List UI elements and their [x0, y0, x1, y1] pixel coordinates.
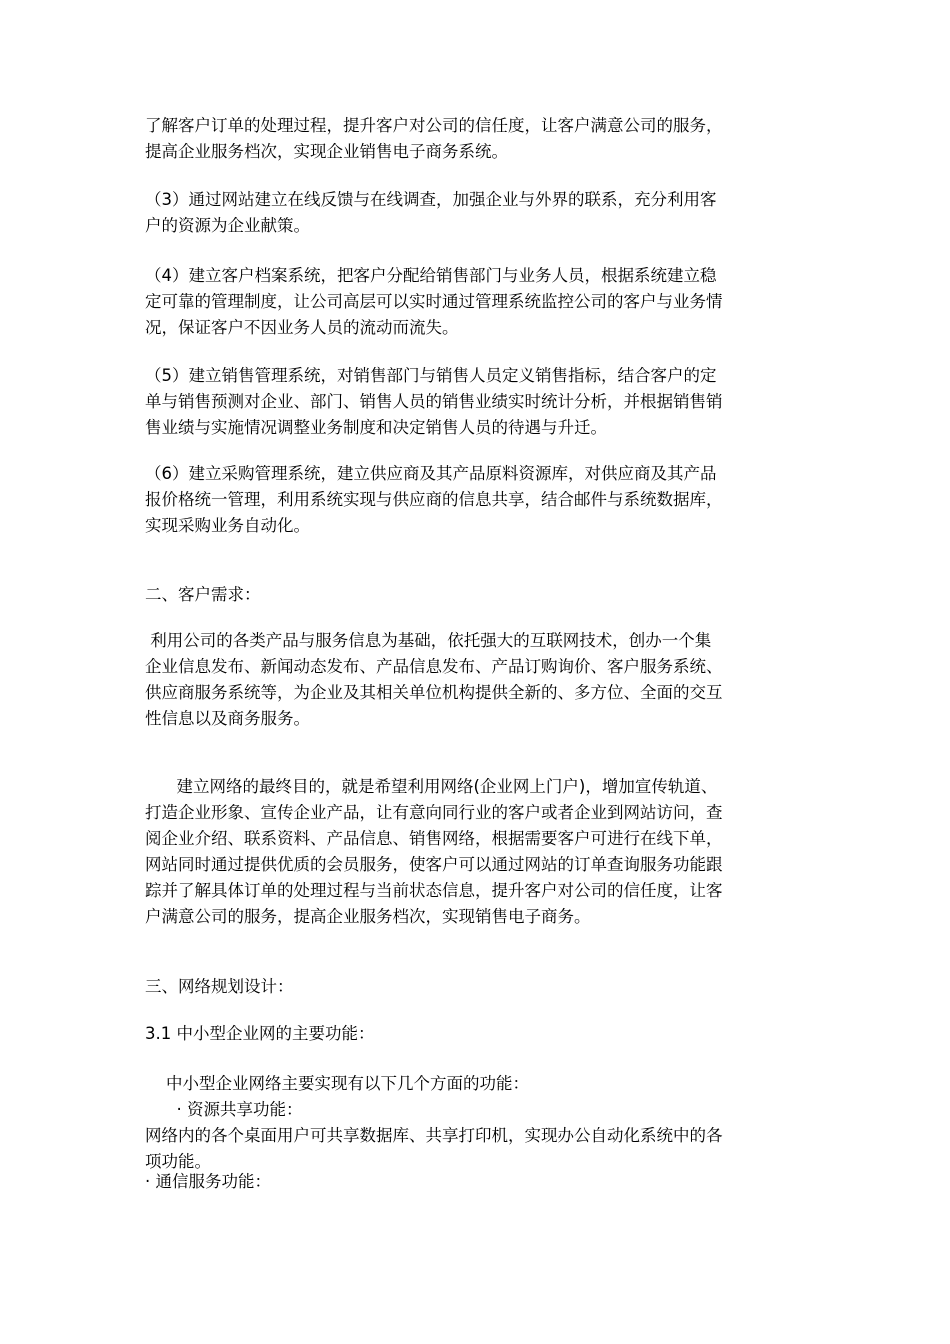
text-line: 性信息以及商务服务。 [145, 709, 310, 728]
text-line: 阅企业介绍、联系资料、产品信息、销售网络，根据需要客户可进行在线下单， [145, 829, 723, 848]
text-line: 踪并了解具体订单的处理过程与当前状态信息，提升客户对公司的信任度，让客 [145, 881, 723, 900]
text-line: 项功能。 [145, 1152, 211, 1171]
paragraph-continuation [145, 113, 810, 165]
text-line: 户的资源为企业献策。 [145, 216, 310, 235]
text-line: （6）建立采购管理系统，建立供应商及其产品原料资源库，对供应商及其产品 [145, 464, 717, 483]
text-line: 户满意公司的服务，提高企业服务档次，实现销售电子商务。 [145, 907, 591, 926]
text-line: 建立网络的最终目的，就是希望利用网络(企业网上门户)，增加宣传轨道、 [145, 777, 718, 796]
section-heading-network-planning: 三、网络规划设计： [145, 977, 294, 996]
text-line: 利用公司的各类产品与服务信息为基础，依托强大的互联网技术，创办一个集 [145, 631, 712, 650]
paragraph-item-4 [145, 263, 810, 341]
subsection-intro: 中小型企业网络主要实现有以下几个方面的功能： [145, 1074, 529, 1093]
text-line: （4）建立客户档案系统，把客户分配给销售部门与业务人员，根据系统建立稳 [145, 266, 717, 285]
bullet-resource-sharing: · 资源共享功能： [145, 1100, 303, 1119]
text-line: 供应商服务系统等，为企业及其相关单位机构提供全新的、多方位、全面的交互 [145, 683, 723, 702]
text-line: （3）通过网站建立在线反馈与在线调查，加强企业与外界的联系，充分利用客 [145, 190, 717, 209]
section-heading-customer-needs: 二、客户需求： [145, 585, 261, 604]
bullet-communication-service: · 通信服务功能： [145, 1172, 271, 1191]
paragraph-item-3 [145, 187, 810, 239]
text-line: （5）建立销售管理系统，对销售部门与销售人员定义销售指标，结合客户的定 [145, 366, 717, 385]
paragraph-network-goal [145, 774, 810, 930]
text-line: 售业绩与实施情况调整业务制度和决定销售人员的待遇与升迁。 [145, 418, 607, 437]
subsection-heading-3-1: 3.1 中小型企业网的主要功能： [145, 1024, 375, 1043]
text-line: 实现采购业务自动化。 [145, 516, 310, 535]
text-line: 网站同时通过提供优质的会员服务，使客户可以通过网站的订单查询服务功能跟 [145, 855, 723, 874]
text-line: 报价格统一管理，利用系统实现与供应商的信息共享，结合邮件与系统数据库， [145, 490, 723, 509]
text-line: 定可靠的管理制度，让公司高层可以实时通过管理系统监控公司的客户与业务情 [145, 292, 723, 311]
text-line: 网络内的各个桌面用户可共享数据库、共享打印机，实现办公自动化系统中的各 [145, 1126, 723, 1145]
paragraph-item-6 [145, 461, 810, 539]
paragraph-requirements [145, 628, 810, 732]
text-line: 提高企业服务档次，实现企业销售电子商务系统。 [145, 142, 508, 161]
text-line: 企业信息发布、新闻动态发布、产品信息发布、产品订购询价、客户服务系统、 [145, 657, 723, 676]
text-line: 打造企业形象、宣传企业产品，让有意向同行业的客户或者企业到网站访问，查 [145, 803, 723, 822]
text-line: 了解客户订单的处理过程，提升客户对公司的信任度，让客户满意公司的服务， [145, 116, 723, 135]
bullet-resource-sharing-description [145, 1123, 810, 1175]
text-line: 单与销售预测对企业、部门、销售人员的销售业绩实时统计分析，并根据销售销 [145, 392, 723, 411]
paragraph-item-5 [145, 363, 810, 441]
text-line: 况，保证客户不因业务人员的流动而流失。 [145, 318, 459, 337]
